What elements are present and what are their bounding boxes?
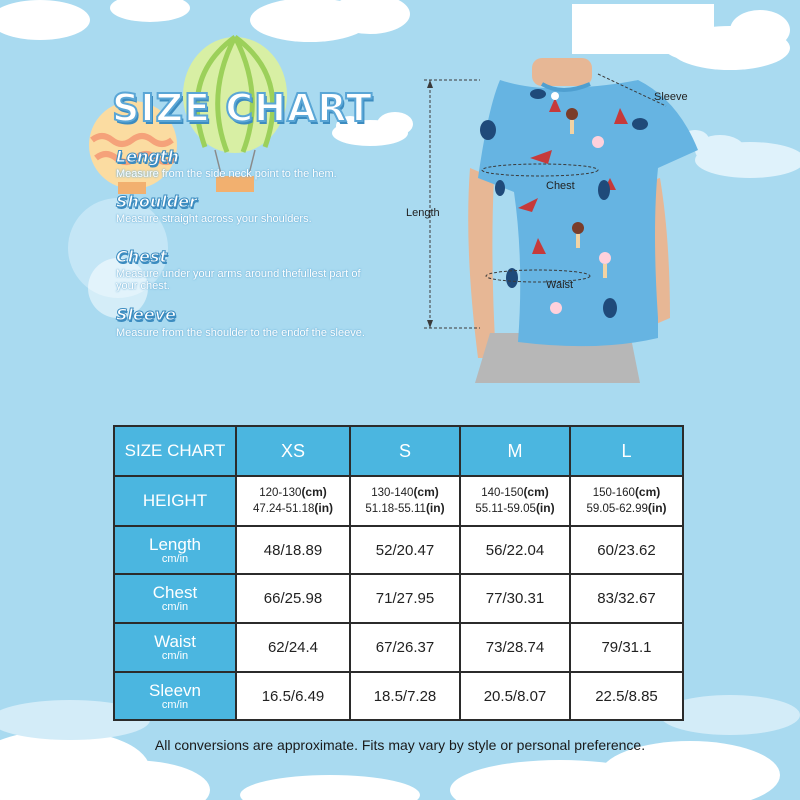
table-header-row	[114, 426, 683, 476]
table-row	[114, 476, 683, 526]
table-cell: 62/24.4	[236, 623, 350, 672]
table-row	[114, 526, 683, 574]
guide-chest-heading: Chest	[116, 247, 168, 266]
guide-sleeve-desc: Measure from the shoulder to the endof the sleeve.	[116, 327, 365, 339]
size-chart-table	[113, 425, 684, 721]
table-cell: 16.5/6.49	[236, 672, 350, 720]
table-cell: 83/32.67	[570, 574, 683, 623]
row-label-waist: Waist cm/in	[114, 623, 236, 672]
length-label: Length	[406, 207, 440, 219]
table-cell: 52/20.47	[350, 526, 460, 574]
table-cell: 79/31.1	[570, 623, 683, 672]
size-header-l: L	[570, 426, 683, 476]
page-title: SIZE CHART	[112, 86, 373, 130]
row-label-sleeve: Sleevn cm/in	[114, 672, 236, 720]
table-cell: 20.5/8.07	[460, 672, 570, 720]
table-cell: 48/18.89	[236, 526, 350, 574]
row-label-chest: Chest cm/in	[114, 574, 236, 623]
height-cell: 130-140(cm) 51.18-55.11(in)	[350, 476, 460, 526]
waist-label: Waist	[546, 279, 574, 291]
guide-length-desc: Measure from the side neck point to the hem.	[116, 168, 337, 180]
height-cell: 120-130(cm) 47.24-51.18(in)	[236, 476, 350, 526]
measurement-guides	[420, 70, 720, 340]
table-cell: 60/23.62	[570, 526, 683, 574]
guide-sleeve-heading: Sleeve	[116, 305, 176, 324]
table-cell: 66/25.98	[236, 574, 350, 623]
table-cell: 77/30.31	[460, 574, 570, 623]
table-cell: 56/22.04	[460, 526, 570, 574]
table-cell: 73/28.74	[460, 623, 570, 672]
table-row	[114, 672, 683, 720]
size-header-xs: XS	[236, 426, 350, 476]
guide-chest-desc: Measure under your arms around thefullest part of your chest.	[116, 268, 361, 292]
disclaimer-footer: All conversions are approximate. Fits may vary by style or personal preference.	[154, 737, 646, 753]
guide-length-heading: Length	[116, 147, 179, 166]
chest-label: Chest	[546, 180, 575, 192]
table-corner-label: SIZE CHART	[114, 426, 236, 476]
row-label-height: HEIGHT	[114, 476, 236, 526]
table-cell: 67/26.37	[350, 623, 460, 672]
height-cell: 150-160(cm) 59.05-62.99(in)	[570, 476, 683, 526]
table-cell: 18.5/7.28	[350, 672, 460, 720]
size-header-s: S	[350, 426, 460, 476]
table-cell: 22.5/8.85	[570, 672, 683, 720]
table-row	[114, 574, 683, 623]
guide-shoulder-desc: Measure straight across your shoulders.	[116, 213, 312, 225]
height-cell: 140-150(cm) 55.11-59.05(in)	[460, 476, 570, 526]
row-label-length: Length cm/in	[114, 526, 236, 574]
size-header-m: M	[460, 426, 570, 476]
sleeve-label: Sleeve	[654, 91, 688, 103]
table-row	[114, 623, 683, 672]
table-cell: 71/27.95	[350, 574, 460, 623]
guide-shoulder-heading: Shoulder	[116, 192, 197, 211]
